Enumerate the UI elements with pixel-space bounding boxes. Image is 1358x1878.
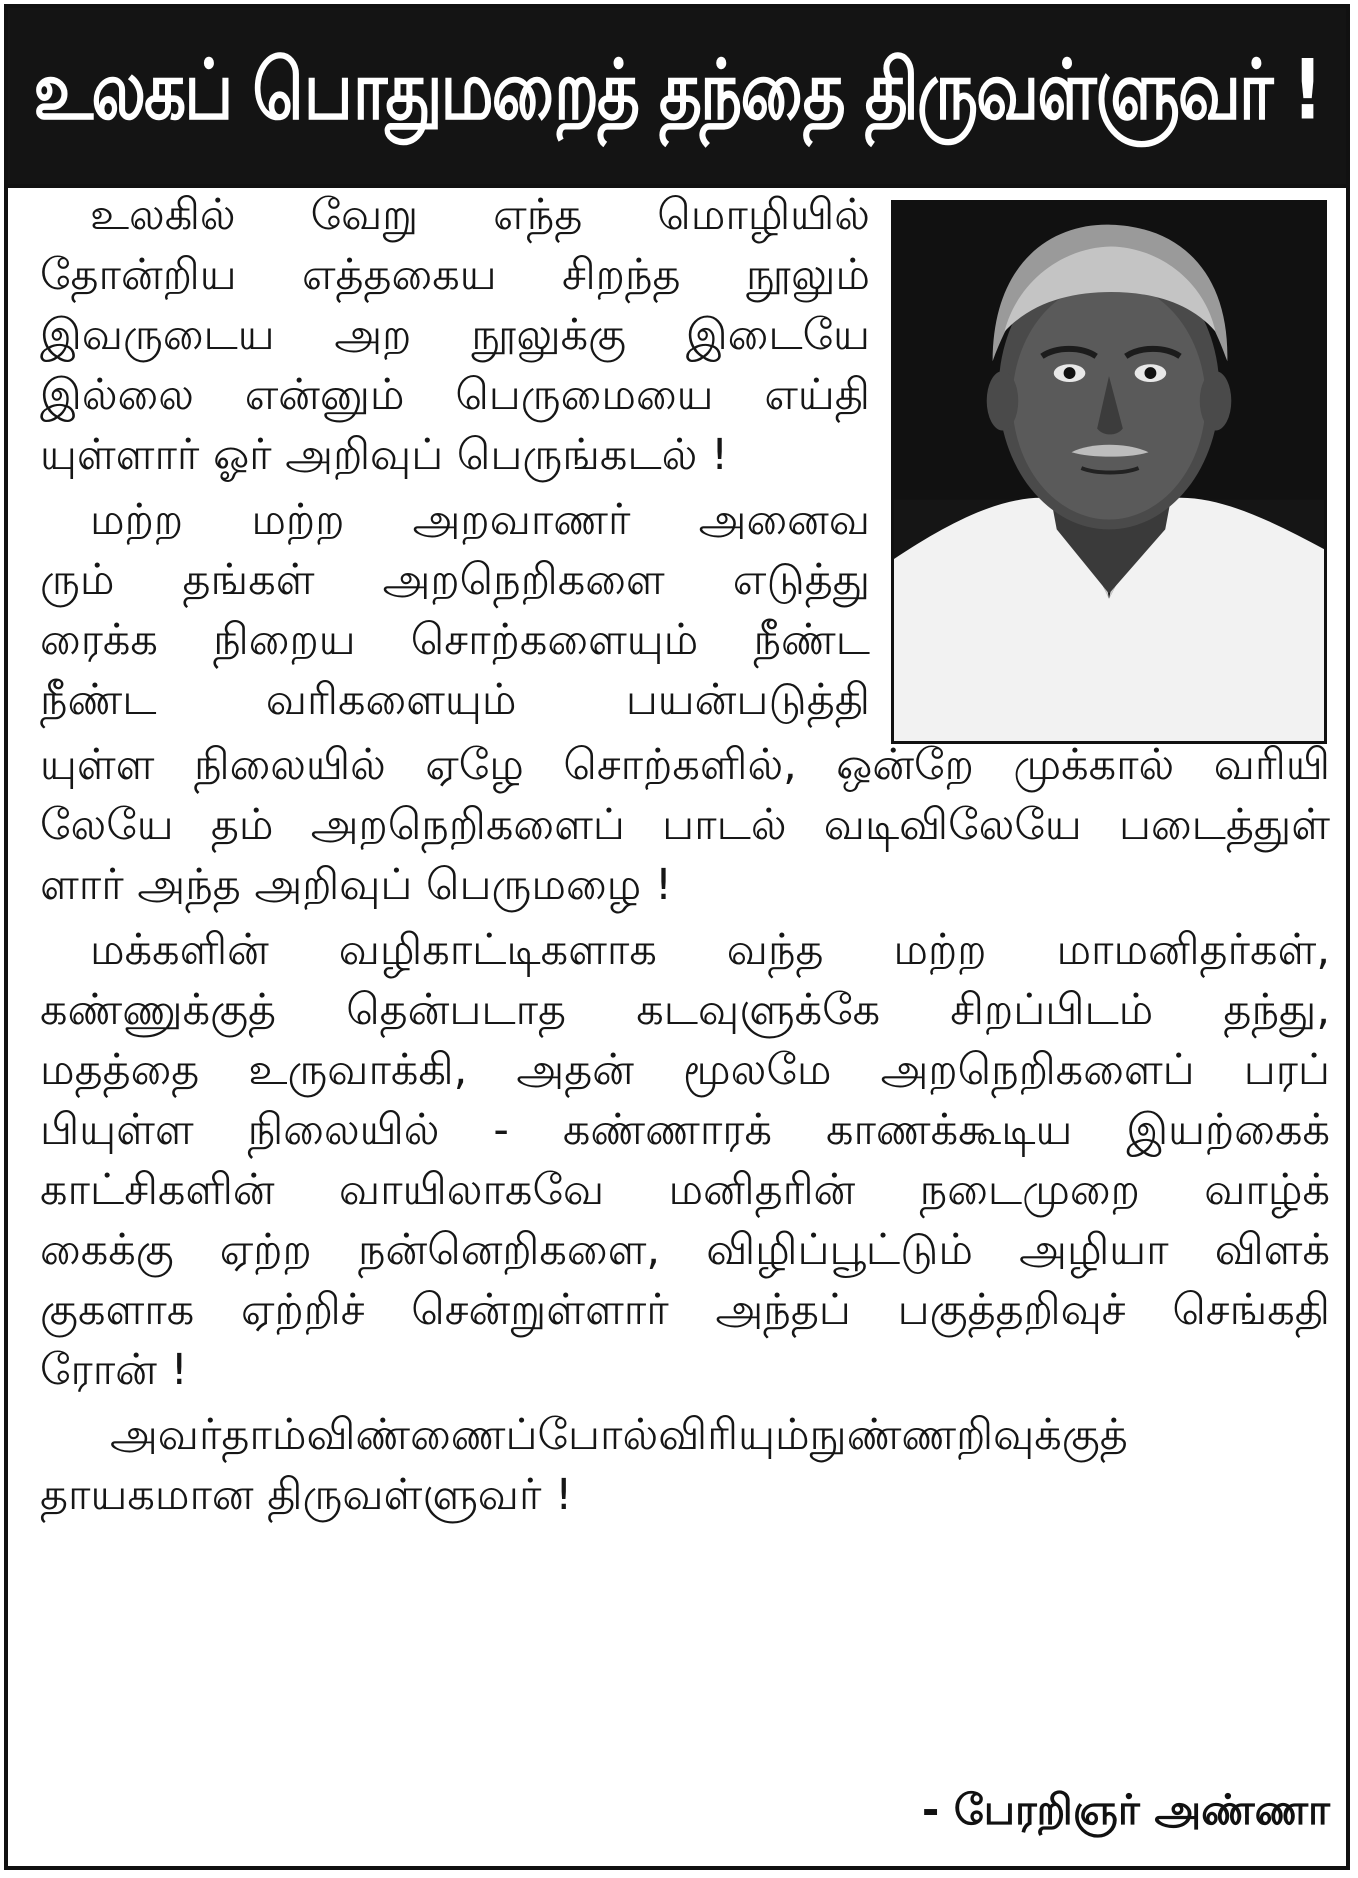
author-signature: - பேரறிஞர் அண்ணா [921, 1785, 1330, 1834]
text-line: உலகில் வேறு எந்த மொழியில் [90, 190, 870, 240]
text-line: லேயே தம் அறநெறிகளைப் பாடல் வடிவிலேயே படைத்துள் [40, 800, 1330, 850]
text-line: குகளாக ஏற்றிச் சென்றுள்ளார் அந்தப் பகுத்தறிவுச் செங்கதி [40, 1285, 1330, 1335]
text-line: பியுள்ள நிலையில் - கண்ணாரக் காணக்கூடிய இயற்கைக் [40, 1105, 1330, 1155]
text-line: யுள்ளார் ஓர் அறிவுப் பெருங்கடல் ! [40, 430, 729, 480]
text-line: கண்ணுக்குத் தென்படாத கடவுளுக்கே சிறப்பிடம் தந்து, [40, 985, 1330, 1035]
text-line: ரும் தங்கள் அறநெறிகளை எடுத்து [40, 555, 870, 605]
text-line: நீண்ட வரிகளையும் பயன்படுத்தி [40, 675, 870, 725]
poster-title: உலகப் பொதுமறைத் தந்தை திருவள்ளுவர் ! [33, 42, 1321, 139]
portrait-icon [894, 203, 1324, 741]
text-line: யுள்ள நிலையில் ஏழே சொற்களில், ஒன்றே முக்கால் வரியி [40, 740, 1330, 790]
text-line: தோன்றிய எத்தகைய சிறந்த நூலும் [40, 250, 870, 300]
text-line: ரோன் ! [40, 1345, 188, 1395]
text-line: காட்சிகளின் வாயிலாகவே மனிதரின் நடைமுறை வாழ்க் [40, 1165, 1330, 1215]
text-line: அவர்தாம்விண்ணைப்போல்விரியும்நுண்ணறிவுக்குத் [110, 1410, 1128, 1460]
text-line: கைக்கு ஏற்ற நன்னெறிகளை, விழிப்பூட்டும் அழியா விளக் [40, 1225, 1330, 1275]
text-line: மதத்தை உருவாக்கி, அதன் மூலமே அறநெறிகளைப் பரப் [40, 1045, 1330, 1095]
text-line: ளார் அந்த அறிவுப் பெருமழை ! [40, 860, 673, 910]
text-line: மக்களின் வழிகாட்டிகளாக வந்த மற்ற மாமனிதர்கள், [90, 925, 1330, 975]
text-line: ரைக்க நிறைய சொற்களையும் நீண்ட [40, 615, 870, 665]
text-line: தாயகமான திருவள்ளுவர் ! [40, 1470, 573, 1520]
portrait-photo [891, 200, 1327, 744]
text-line: இல்லை என்னும் பெருமையை எய்தி [40, 370, 870, 420]
title-banner [8, 8, 1346, 188]
text-line: மற்ற மற்ற அறவாணர் அனைவ [90, 495, 870, 545]
text-line: இவருடைய அற நூலுக்கு இடையே [40, 310, 870, 360]
